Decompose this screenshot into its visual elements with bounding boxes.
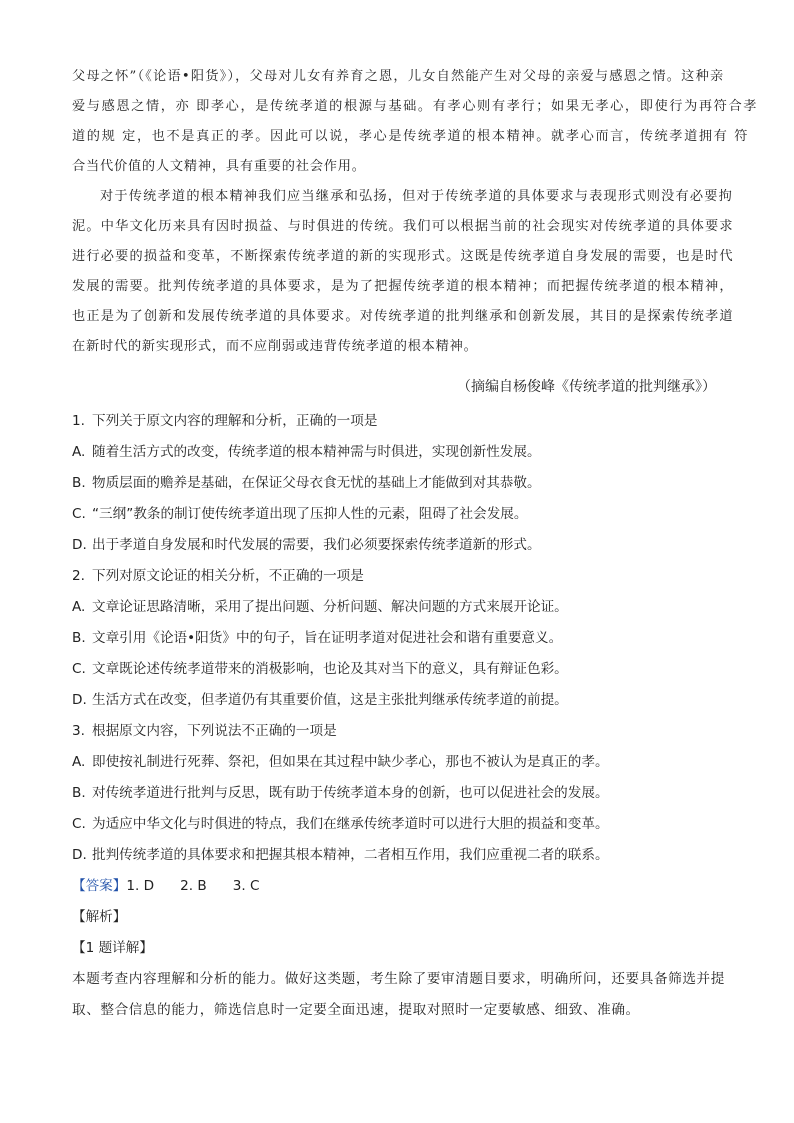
answer-key	[72, 871, 732, 902]
answer-option	[72, 437, 732, 468]
answer-option	[72, 530, 732, 561]
answer-option	[72, 685, 732, 716]
essay-line: 父母之怀”（《论语•阳货》），父母对儿女有养育之恩，儿女自然能产生对父母的亲爱与感恩之情。这种亲	[72, 69, 725, 84]
essay-line: 道的规 定，也不是真正的孝。因此可以说，孝心是传统孝道的根本精神。就孝心而言，传统孝道拥有 符	[72, 129, 750, 144]
analysis-line: 本题考查内容理解和分析的能力。做好这类题，考生除了要审清题目要求，明确所问，还要具备筛选并提	[72, 971, 725, 987]
essay-line: 爱与感恩之情，亦 即孝心，是传统孝道的根源与基础。有孝心则有孝行；如果无孝心，即使行为再符合孝	[72, 99, 759, 114]
answer-label: 【答案】	[72, 878, 127, 894]
question-stem	[72, 716, 732, 747]
answer-option	[72, 623, 732, 654]
option-letter: D.	[72, 692, 87, 708]
essay-source: （摘编自杨俊峰《传统孝道的批判继承》）	[457, 379, 716, 395]
analysis-body	[72, 964, 732, 1026]
option-text: 批判传统孝道的具体要求和把握其根本精神，二者相互作用，我们应重视二者的联系。	[92, 847, 609, 863]
answer-option	[72, 654, 732, 685]
option-letter: B.	[72, 475, 86, 491]
question-section	[72, 406, 732, 1026]
essay-line: 对于传统孝道的根本精神我们应当继承和弘扬，但对于传统孝道的具体要求与表现形式则没有必要拘	[100, 189, 734, 204]
answer-option	[72, 747, 732, 778]
question-stem	[72, 561, 732, 592]
essay-line: 在新时代的新实现形式，而不应削弱或违背传统孝道的根本精神。	[72, 339, 478, 354]
answer-option	[72, 778, 732, 809]
option-text: 即使按礼制进行死葬、祭祀，但如果在其过程中缺少孝心，那也不被认为是真正的孝。	[92, 754, 609, 770]
option-letter: C.	[72, 506, 86, 522]
analysis-line: 取、整合信息的能力，筛选信息时一定要全面迅速，提取对照时一定要敏感、细致、准确。	[72, 1002, 640, 1018]
answer-option	[72, 592, 732, 623]
question-number: 3.	[72, 723, 85, 739]
option-letter: B.	[72, 630, 86, 646]
option-letter: A.	[72, 599, 86, 615]
option-text: 文章引用《论语•阳货》中的句子，旨在证明孝道对促进社会和谐有重要意义。	[92, 630, 563, 646]
question-number: 2.	[72, 568, 85, 584]
option-text: 文章既论述传统孝道带来的消极影响，也论及其对当下的意义，具有辩证色彩。	[92, 661, 568, 677]
essay-line: 泥。中华文化历来具有因时损益、与时俱进的传统。我们可以根据当前的社会现实对传统孝道的具体要求	[72, 219, 734, 234]
option-text: 随着生活方式的改变，传统孝道的根本精神需与时俱进，实现创新性发展。	[92, 444, 541, 460]
option-text: 物质层面的赡养是基础，在保证父母衣食无忧的基础上才能做到对其恭敬。	[92, 475, 541, 491]
question-number: 1.	[72, 413, 85, 429]
analysis-sub-label: 【1 题详解】	[72, 940, 153, 956]
answer-item: 1. D	[126, 878, 155, 894]
option-letter: D.	[72, 537, 87, 553]
option-text: 为适应中华文化与时俱进的特点，我们在继承传统孝道时可以进行大胆的损益和变革。	[92, 816, 609, 832]
option-text: 对传统孝道进行批判与反思，既有助于传统孝道本身的创新，也可以促进社会的发展。	[92, 785, 609, 801]
essay-line: 发展的需要。批判传统孝道的具体要求，是为了把握传统孝道的根本精神；而把握传统孝道的根本精神，	[72, 279, 734, 294]
question-text: 下列关于原文内容的理解和分析，正确的一项是	[92, 413, 378, 429]
option-text: 文章论证思路清晰，采用了提出问题、分析问题、解决问题的方式来展开论证。	[92, 599, 568, 615]
question-stem	[72, 406, 732, 437]
answer-option	[72, 840, 732, 871]
answer-option	[72, 809, 732, 840]
option-text: 出于孝道自身发展和时代发展的需要，我们必须要探索传统孝道新的形式。	[92, 537, 541, 553]
answer-item: 3. C	[232, 878, 260, 894]
answer-item: 2. B	[180, 878, 207, 894]
option-letter: C.	[72, 661, 86, 677]
question-text: 根据原文内容，下列说法不正确的一项是	[92, 723, 337, 739]
option-text: “三纲”教条的制订使传统孝道出现了压抑人性的元素，阻碍了社会发展。	[92, 506, 528, 522]
essay-line: 也正是为了创新和发展传统孝道的具体要求。对传统孝道的批判继承和创新发展，其目的是探索传统孝道	[72, 309, 734, 324]
answer-option	[72, 499, 732, 530]
essay-line: 合当代价值的人文精神，具有重要的社会作用。	[72, 159, 366, 174]
answer-option	[72, 468, 732, 499]
essay-passage	[72, 62, 759, 362]
option-letter: B.	[72, 785, 86, 801]
essay-line: 进行必要的损益和变革，不断探索传统孝道的新的实现形式。这既是传统孝道自身发展的需要，也是时代	[72, 249, 734, 264]
analysis-label: 【解析】	[72, 909, 127, 925]
option-text: 生活方式在改变，但孝道仍有其重要价值，这是主张批判继承传统孝道的前提。	[92, 692, 568, 708]
option-letter: A.	[72, 444, 86, 460]
option-letter: A.	[72, 754, 86, 770]
option-letter: C.	[72, 816, 86, 832]
option-letter: D.	[72, 847, 87, 863]
question-text: 下列对原文论证的相关分析，不正确的一项是	[92, 568, 364, 584]
